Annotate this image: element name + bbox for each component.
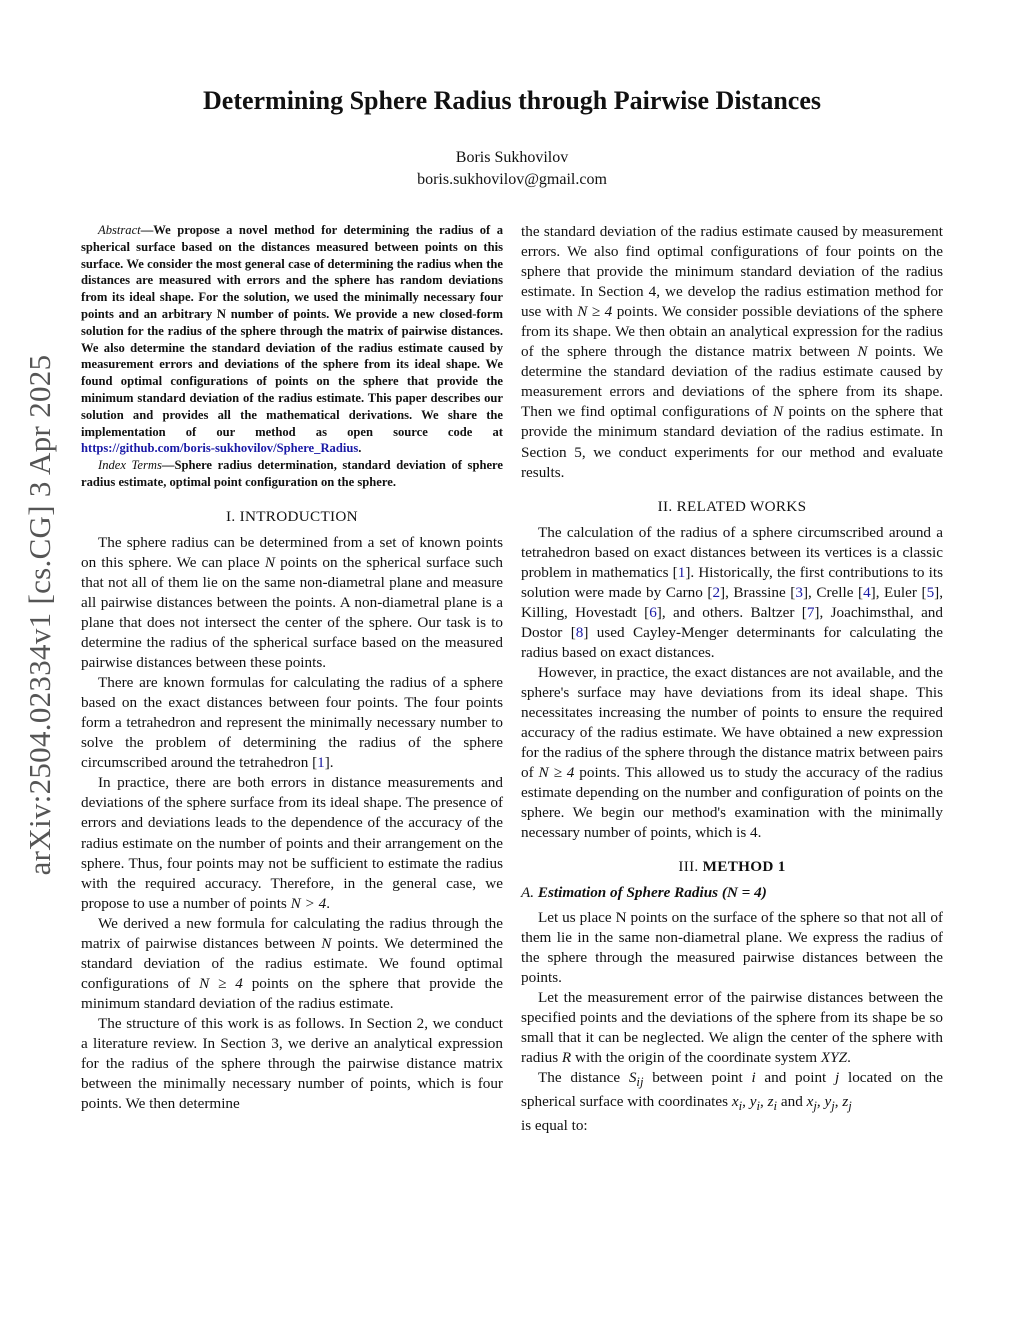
abstract-text: —We propose a novel method for determining the radius of a spherical surface based on the distances measured between points on this surface. We consider the most general case of determining the radius when the distances are measured with errors and the sphere has random deviations from its ideal shape. For the solution, we used the minimally necessary four points and an arbitrary N number of points. We provide a new closed-form solution for the radius of the sphere through the matrix of pairwise distances. We also determine the standard deviation of the radius estimate caused by measurement errors and deviations of the sphere from its ideal shape. We found optimal configurations of points on the sphere that provide the minimum standard deviation of the radius estimate. This paper describes our solution and provides all the mathematical derivations. We share the implementation of our method as open source code at: [81, 223, 503, 439]
intro-paragraph: There are known formulas for calculating the radius of a sphere based on the exact distances between four points. The four points form a tetrahedron and represent the minimally necessary number to solve the problem of determining the radius of the sphere circumscribed around the tetrahedron [1].: [81, 674, 503, 772]
citation-link[interactable]: 3: [795, 583, 803, 601]
index-terms-label: Index Terms: [98, 458, 162, 473]
section-heading-method: III. METHOD 1: [678, 858, 786, 876]
citation-link[interactable]: 5: [926, 583, 935, 601]
citation-link[interactable]: 6: [649, 603, 657, 621]
citation-link[interactable]: 1: [677, 563, 686, 581]
citation-link[interactable]: 2: [712, 583, 721, 601]
author-block: [0, 147, 1024, 191]
arxiv-stamp: [20, 330, 60, 900]
intro-paragraph: The sphere radius can be determined from a set of known points on this sphere. We can place N points on the spherical surface such that not all of them lie on the same non-diametral plane and measure all pairwise distances between the points. A non-diametral plane is a plane that does not intersect the center of the sphere. Our task is to determine the radius of the spherical surface based on the measured pairwise distances between these points.: [81, 533, 503, 672]
related-paragraph: However, in practice, the exact distances are not available, and the sphere's surface may have deviations from its ideal shape. This necessitates increasing the number of points to ensure the required accuracy of the radius estimate. We have obtained a new expression for the radius of the sphere through the distance matrix between pairs of N ≥ 4 points. This allowed us to study the accuracy of the radius estimate depending on the number and configuration of points on the sphere. We begin our method's examination with the minimally necessary number of points, which is 4.: [521, 663, 943, 842]
paper-title: Determining Sphere Radius through Pairwise Distances: [203, 86, 821, 115]
abstract-end: .: [358, 441, 362, 456]
index-terms: [81, 457, 503, 491]
author-name: Boris Sukhovilov: [455, 149, 569, 166]
index-terms-text: —Sphere radius determination, standard deviation of sphere radius estimate, optimal point configuration on the sphere.: [81, 458, 503, 489]
section-heading-introduction: I. INTRODUCTION: [226, 507, 358, 525]
abstract-label: Abstract: [98, 223, 141, 237]
github-link[interactable]: https://github.com/boris-sukhovilov/Sphere_Radius: [81, 441, 359, 456]
citation-link[interactable]: 1: [317, 754, 325, 772]
left-column: [81, 222, 503, 1114]
method-paragraph: Let the measurement error of the pairwise distances between the specified points and the deviations of the sphere from its shape be so small that it can be neglected. We align the center of the sphere with radius R with the origin of the coordinate system XYZ.: [521, 988, 943, 1066]
author-email: boris.sukhovilov@gmail.com: [417, 171, 607, 188]
intro-paragraph: The structure of this work is as follows. In Section 2, we conduct a literature review. In Section 3, we derive an analytical expression for the radius of the sphere through the pairwise distance matrix between the minimally necessary number of points, which is four points. We then determine: [81, 1014, 503, 1113]
intro-paragraph: In practice, there are both errors in distance measurements and deviations of the sphere surface from its ideal shape. The presence of errors and deviations leads to the dependence of the accuracy of the radius estimate on the number of points and their arrangement on the sphere. Thus, four points may not be sufficient to estimate the radius with the required accuracy. Therefore, in the general case, we propose to use a number of points N > 4.: [81, 774, 503, 912]
citation-link[interactable]: 7: [806, 603, 815, 621]
method-paragraph: The distance $S_{ij}$ between point i and point j located on the spherical surface with coordinates $x_i$, $y_i$, $z_i$ and $x_j$, $y_j$, $z_j$ is equal to:: [521, 1068, 944, 1135]
citation-link[interactable]: 8: [575, 623, 584, 641]
intro-paragraph: We derived a new formula for calculating the radius through the matrix of pairwise distances between N points. We determined the standard deviation of the radius estimate. We found optimal configurations of N ≥ 4 points on the sphere that provide the minimum standard deviation of the radius estimate.: [81, 914, 504, 1012]
subsection-heading: A. Estimation of Sphere Radius (N = 4): [521, 884, 767, 902]
citation-link[interactable]: 4: [863, 583, 871, 601]
related-paragraph: The calculation of the radius of a sphere circumscribed around a tetrahedron based on exact distances between its vertices is a classic problem in mathematics [1]. Historically, the first contributions to its solution were made by Carno [2], Brassine [3], Crelle [4], Euler [5], Killing, Hovestadt [6], and others. Baltzer [7], Joachimsthal, and Dostor [8] used Cayley-Menger determinants for calculating the radius based on exact distances.: [521, 523, 944, 661]
right-column: [521, 222, 943, 1136]
method-paragraph: Let us place N points on the surface of the sphere so that not all of them lie in the same non-diametral plane. We express the radius of the sphere through the measured pairwise distances between the points.: [521, 908, 943, 986]
section-heading-related-works: II. RELATED WORKS: [657, 497, 807, 515]
abstract: [81, 222, 503, 457]
arxiv-stamp-text: arXiv:2504.02334v1 [cs.CG] 3 Apr 2025: [22, 354, 57, 876]
intro-continuation: the standard deviation of the radius estimate caused by measurement errors. We also find optimal configurations of four points on the sphere that provide the minimum standard deviation of the radius estimate. In Section 4, we develop the radius estimation method for use with N ≥ 4 points. We consider possible deviations of the sphere from its shape. We then obtain an analytical expression for the radius of the sphere through the distance matrix between N points. We determine the standard deviation of the radius estimate caused by measurement errors and deviations of the sphere from its shape. Then we find optimal configurations of N points on the sphere that provide the minimum standard deviation of the radius estimate. In Section 5, we conduct experiments for our method and evaluate results.: [521, 223, 944, 481]
